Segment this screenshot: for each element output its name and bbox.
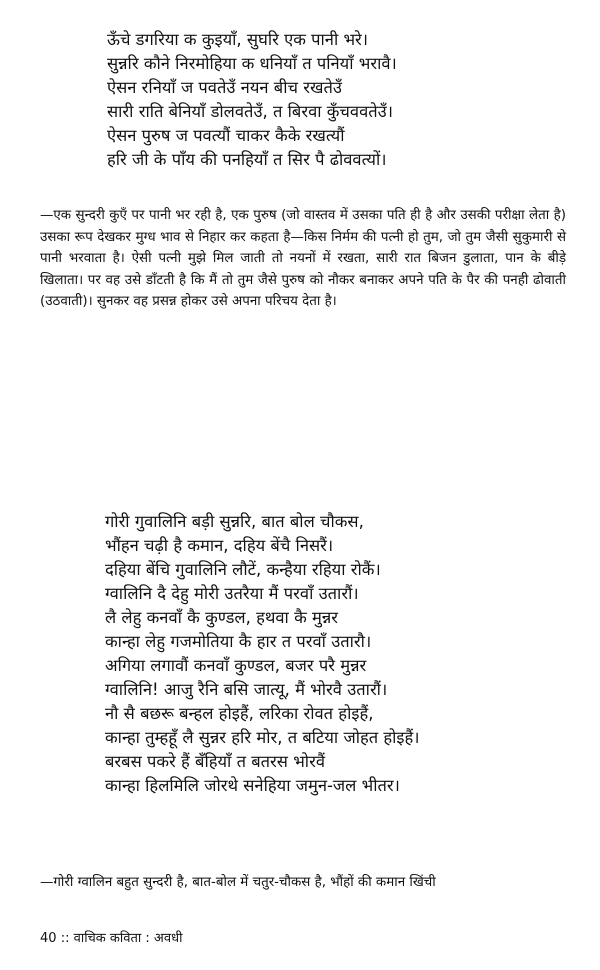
verse-stanza-2 — [105, 510, 420, 798]
prose-explanation-2: —गोरी ग्वालिन बहुत सुन्दरी है, बात-बोल में चतुर-चौकस है, भौंहों की कमान खिंची — [40, 875, 436, 890]
verse-line: ग्वालिनि दै देहु मोरी उतरैया मैं परवाँ उतारौं। — [105, 584, 359, 603]
verse-line: भौंहन चढ़ी है कमान, दहिय बेंचै निसरैं। — [105, 536, 334, 555]
verse-line: अगिया लगावौं कनवाँ कुण्डल, बजर परै मुन्नर — [105, 656, 367, 675]
verse-line: ऊँचे डगरिया क कुइयाँ, सुघरि एक पानी भरे। — [107, 30, 369, 49]
prose-explanation-1: —एक सुन्दरी कुएँ पर पानी भर रही है, एक पुरुष (जो वास्तव में उसका पति ही है और उसकी परीक्षा लेता है) उसका रूप देखकर मुग्ध भाव से निहार कर कहता है—किस निर्मम की पत्नी हो तुम, जो तुम जैसी सुकुमारी से पानी भरवाता है। ऐसी पत्नी मुझे मिल जाती तो नयनों में रखता, सारी रात बिजन डुलाता, पान के बीड़े खिलाता। पर वह उसे डाँटती है कि मैं तो तुम जैसे पुरुष को नौकर बनाकर अपने पति के पैर की पनही ढोवाती (उठवाती)। सुनकर वह प्रसन्न होकर उसे अपना परिचय देता है। — [40, 208, 566, 310]
page-footer — [40, 928, 182, 946]
verse-line: कान्हा हिलमिलि जोरथे सनेहिया जमुन-जल भीतर। — [105, 776, 400, 795]
page-number: 40 — [40, 931, 57, 946]
verse-line: लै लेहु कनवाँ कै कुण्डल, हथवा कै मुन्नर — [105, 608, 339, 627]
verse-line: ग्वालिनि! आजु रैनि बसि जात्यू, मैं भोरवै उतारौं। — [105, 680, 388, 699]
verse-line: दहिया बेंचि गुवालिनि लौटें, कन्हैया रहिया रोकैं। — [105, 560, 381, 579]
verse-line: कान्हा लेहु गजमोतिया कै हार त परवाँ उतारौ। — [105, 632, 372, 651]
verse-line: नौ सै बछरू बन्हल होइहैं, लरिका रोवत होइहैं, — [105, 704, 374, 723]
verse-line: सुन्नरि कौने निरमोहिया क धनियाँ त पनियाँ भरावै। — [107, 54, 397, 73]
verse-line: कान्हा तुम्हहूँ लै सुन्नर हरि मोर, त बटिया जोहत होइहैं। — [105, 728, 420, 747]
verse-line: ऐसन रनियाँ ज पवतेउँ नयन बीच रखतेउँ — [107, 78, 342, 97]
verse-line: सारी राति बेनियाँ डोलवतेउँ, त बिरवा कुँचववतेउँ। — [107, 102, 393, 121]
book-title: वाचिक कविता : अवधी — [73, 931, 183, 946]
verse-line: ऐसन पुरुष ज पवत्यौं चाकर कैके रखत्यौं — [107, 126, 345, 145]
verse-line: हरि जी के पाँय की पनहियाँ त सिर पै ढोववत्यों। — [107, 150, 387, 169]
verse-line: गोरी गुवालिनि बड़ी सुन्नरि, बात बोल चौकस, — [105, 512, 364, 531]
footer-separator: :: — [60, 931, 70, 946]
verse-line: बरबस पकरे हैं बँहियाँ त बतरस भोरवैं — [105, 752, 325, 771]
verse-stanza-1 — [107, 28, 397, 172]
